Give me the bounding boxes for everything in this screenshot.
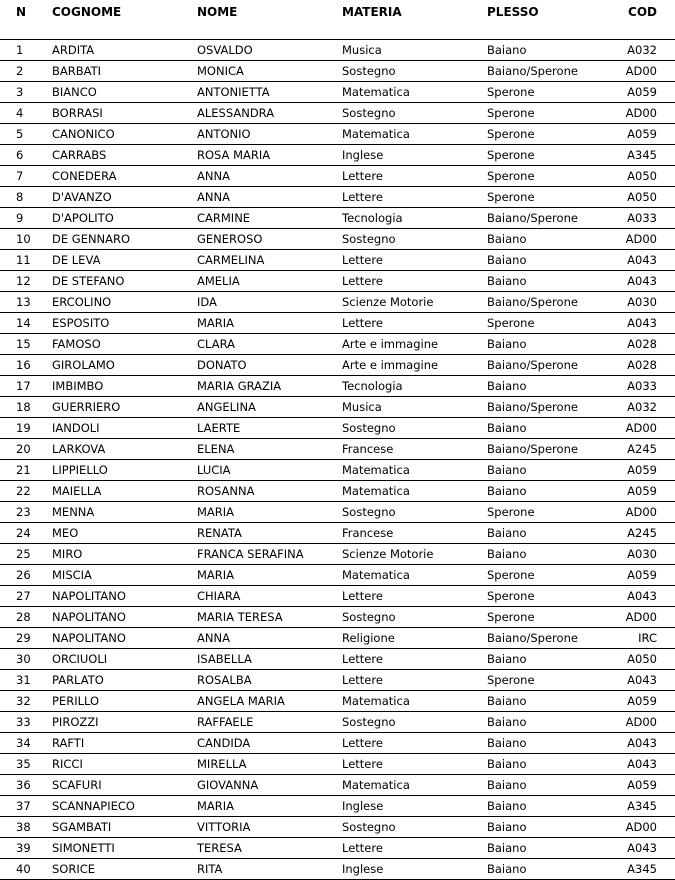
cell-materia: Lettere	[342, 649, 487, 670]
cell-materia: Musica	[342, 397, 487, 418]
cell-materia: Scienze Motorie	[342, 544, 487, 565]
cell-n: 37	[0, 796, 52, 817]
cell-materia: Sostegno	[342, 817, 487, 838]
cell-nome: CANDIDA	[197, 733, 342, 754]
cell-plesso: Baiano/Sperone	[487, 292, 617, 313]
cell-cognome: PERILLO	[52, 691, 197, 712]
cell-plesso: Sperone	[487, 670, 617, 691]
cell-cognome: SCANNAPIECO	[52, 796, 197, 817]
cell-cognome: GIROLAMO	[52, 355, 197, 376]
cell-plesso: Baiano	[487, 817, 617, 838]
cell-nome: DONATO	[197, 355, 342, 376]
cell-nome: ANGELINA	[197, 397, 342, 418]
cell-materia: Arte e immagine	[342, 355, 487, 376]
cell-materia: Religione	[342, 628, 487, 649]
cell-materia: Matematica	[342, 775, 487, 796]
cell-n: 29	[0, 628, 52, 649]
cell-materia: Sostegno	[342, 418, 487, 439]
cell-plesso: Sperone	[487, 124, 617, 145]
cell-materia: Matematica	[342, 82, 487, 103]
table-row	[0, 628, 675, 649]
cell-cognome: SGAMBATI	[52, 817, 197, 838]
cell-cognome: PIROZZI	[52, 712, 197, 733]
table-row	[0, 733, 675, 754]
table-row	[0, 313, 675, 334]
cell-nome: MARIA	[197, 313, 342, 334]
cell-plesso: Baiano	[487, 418, 617, 439]
cell-nome: ISABELLA	[197, 649, 342, 670]
cell-nome: LAERTE	[197, 418, 342, 439]
table-row	[0, 418, 675, 439]
cell-materia: Lettere	[342, 271, 487, 292]
cell-materia: Matematica	[342, 460, 487, 481]
table-row	[0, 565, 675, 586]
cell-materia: Scienze Motorie	[342, 292, 487, 313]
cell-n: 15	[0, 334, 52, 355]
cell-cognome: GUERRIERO	[52, 397, 197, 418]
cell-plesso: Baiano/Sperone	[487, 397, 617, 418]
cell-nome: MARIA	[197, 796, 342, 817]
cell-nome: FRANCA SERAFINA	[197, 544, 342, 565]
cell-nome: AMELIA	[197, 271, 342, 292]
cell-n: 39	[0, 838, 52, 859]
cell-cognome: CARRABS	[52, 145, 197, 166]
table-row	[0, 334, 675, 355]
cell-materia: Sostegno	[342, 103, 487, 124]
cell-cod: AD00	[617, 229, 675, 250]
cell-n: 18	[0, 397, 52, 418]
header-nome: NOME	[197, 5, 238, 19]
cell-cod: A043	[617, 754, 675, 775]
table-row	[0, 61, 675, 82]
cell-cod: A043	[617, 250, 675, 271]
cell-cod: IRC	[617, 628, 675, 649]
cell-plesso: Sperone	[487, 145, 617, 166]
cell-n: 32	[0, 691, 52, 712]
table-row	[0, 586, 675, 607]
cell-plesso: Baiano	[487, 649, 617, 670]
cell-nome: ROSA MARIA	[197, 145, 342, 166]
cell-plesso: Baiano	[487, 460, 617, 481]
cell-cod: A345	[617, 145, 675, 166]
cell-materia: Lettere	[342, 250, 487, 271]
cell-nome: GENEROSO	[197, 229, 342, 250]
cell-n: 36	[0, 775, 52, 796]
cell-cod: A043	[617, 586, 675, 607]
cell-plesso: Sperone	[487, 166, 617, 187]
cell-cod: A043	[617, 733, 675, 754]
cell-cod: A059	[617, 481, 675, 502]
cell-n: 16	[0, 355, 52, 376]
cell-cod: A059	[617, 565, 675, 586]
cell-cod: A030	[617, 292, 675, 313]
table-row	[0, 271, 675, 292]
cell-nome: RENATA	[197, 523, 342, 544]
cell-n: 34	[0, 733, 52, 754]
cell-materia: Francese	[342, 523, 487, 544]
table-row	[0, 502, 675, 523]
cell-materia: Lettere	[342, 754, 487, 775]
cell-plesso: Baiano/Sperone	[487, 355, 617, 376]
cell-plesso: Baiano	[487, 40, 617, 61]
cell-plesso: Sperone	[487, 565, 617, 586]
cell-materia: Tecnologia	[342, 208, 487, 229]
table-row	[0, 523, 675, 544]
cell-n: 17	[0, 376, 52, 397]
cell-plesso: Baiano	[487, 859, 617, 880]
cell-nome: ROSANNA	[197, 481, 342, 502]
cell-materia: Lettere	[342, 187, 487, 208]
cell-n: 27	[0, 586, 52, 607]
table-row	[0, 40, 675, 61]
cell-cod: AD00	[617, 712, 675, 733]
cell-nome: GIOVANNA	[197, 775, 342, 796]
cell-n: 1	[0, 40, 52, 61]
cell-n: 31	[0, 670, 52, 691]
cell-cognome: D'AVANZO	[52, 187, 197, 208]
cell-nome: CHIARA	[197, 586, 342, 607]
cell-plesso: Baiano	[487, 334, 617, 355]
cell-plesso: Baiano/Sperone	[487, 628, 617, 649]
cell-n: 40	[0, 859, 52, 880]
cell-cognome: FAMOSO	[52, 334, 197, 355]
cell-nome: CLARA	[197, 334, 342, 355]
cell-nome: LUCIA	[197, 460, 342, 481]
cell-plesso: Sperone	[487, 586, 617, 607]
cell-plesso: Baiano/Sperone	[487, 208, 617, 229]
cell-cod: A033	[617, 208, 675, 229]
table-row	[0, 859, 675, 880]
cell-plesso: Baiano	[487, 376, 617, 397]
cell-cod: A043	[617, 271, 675, 292]
table-row	[0, 439, 675, 460]
cell-materia: Musica	[342, 40, 487, 61]
table-row	[0, 187, 675, 208]
cell-materia: Lettere	[342, 166, 487, 187]
table-row	[0, 817, 675, 838]
cell-n: 9	[0, 208, 52, 229]
cell-nome: ROSALBA	[197, 670, 342, 691]
cell-materia: Matematica	[342, 481, 487, 502]
table-row	[0, 775, 675, 796]
cell-plesso: Baiano	[487, 271, 617, 292]
cell-cod: A245	[617, 439, 675, 460]
table-row	[0, 82, 675, 103]
cell-nome: RITA	[197, 859, 342, 880]
cell-cod: A050	[617, 187, 675, 208]
table-row	[0, 166, 675, 187]
cell-plesso: Baiano	[487, 481, 617, 502]
table-row	[0, 208, 675, 229]
cell-cognome: MIRO	[52, 544, 197, 565]
cell-materia: Lettere	[342, 670, 487, 691]
cell-materia: Tecnologia	[342, 376, 487, 397]
table-body	[0, 24, 675, 880]
cell-cod: A059	[617, 460, 675, 481]
cell-cognome: CANONICO	[52, 124, 197, 145]
cell-nome: ANTONIETTA	[197, 82, 342, 103]
cell-nome: ANGELA MARIA	[197, 691, 342, 712]
table-row	[0, 229, 675, 250]
cell-cognome: SIMONETTI	[52, 838, 197, 859]
cell-cod: A059	[617, 775, 675, 796]
cell-nome: ANNA	[197, 166, 342, 187]
cell-cod: AD00	[617, 418, 675, 439]
cell-cod: A030	[617, 544, 675, 565]
table-row	[0, 376, 675, 397]
cell-n: 23	[0, 502, 52, 523]
cell-materia: Inglese	[342, 145, 487, 166]
header-cod: COD	[628, 5, 657, 19]
cell-cod: A043	[617, 313, 675, 334]
header-cognome: COGNOME	[52, 5, 122, 19]
cell-cognome: PARLATO	[52, 670, 197, 691]
cell-n: 4	[0, 103, 52, 124]
table-row	[0, 292, 675, 313]
cell-materia: Lettere	[342, 586, 487, 607]
cell-nome: VITTORIA	[197, 817, 342, 838]
cell-cognome: SCAFURI	[52, 775, 197, 796]
cell-cod: AD00	[617, 607, 675, 628]
cell-nome: OSVALDO	[197, 40, 342, 61]
cell-nome: MARIA GRAZIA	[197, 376, 342, 397]
cell-plesso: Baiano	[487, 838, 617, 859]
cell-plesso: Baiano	[487, 250, 617, 271]
table-row	[0, 691, 675, 712]
cell-nome: CARMINE	[197, 208, 342, 229]
cell-n: 20	[0, 439, 52, 460]
cell-n: 3	[0, 82, 52, 103]
cell-nome: RAFFAELE	[197, 712, 342, 733]
cell-plesso: Sperone	[487, 103, 617, 124]
cell-n: 14	[0, 313, 52, 334]
cell-cognome: RICCI	[52, 754, 197, 775]
cell-cognome: IANDOLI	[52, 418, 197, 439]
table-row	[0, 796, 675, 817]
table-row	[0, 145, 675, 166]
cell-nome: TERESA	[197, 838, 342, 859]
cell-cognome: NAPOLITANO	[52, 628, 197, 649]
cell-materia: Matematica	[342, 565, 487, 586]
cell-n: 7	[0, 166, 52, 187]
cell-cod: A043	[617, 838, 675, 859]
cell-materia: Sostegno	[342, 502, 487, 523]
cell-n: 22	[0, 481, 52, 502]
cell-nome: ANTONIO	[197, 124, 342, 145]
cell-cognome: IMBIMBO	[52, 376, 197, 397]
cell-plesso: Baiano	[487, 712, 617, 733]
cell-cod: A043	[617, 670, 675, 691]
cell-cognome: ERCOLINO	[52, 292, 197, 313]
cell-n: 10	[0, 229, 52, 250]
cell-nome: MIRELLA	[197, 754, 342, 775]
cell-plesso: Baiano	[487, 544, 617, 565]
cell-cod: AD00	[617, 502, 675, 523]
cell-n: 26	[0, 565, 52, 586]
cell-n: 24	[0, 523, 52, 544]
cell-cognome: LARKOVA	[52, 439, 197, 460]
header-materia: MATERIA	[342, 5, 402, 19]
cell-n: 28	[0, 607, 52, 628]
cell-plesso: Sperone	[487, 82, 617, 103]
cell-plesso: Sperone	[487, 607, 617, 628]
cell-materia: Sostegno	[342, 712, 487, 733]
spacer-row	[0, 24, 675, 40]
cell-cognome: MENNA	[52, 502, 197, 523]
cell-n: 38	[0, 817, 52, 838]
cell-n: 35	[0, 754, 52, 775]
table-row	[0, 397, 675, 418]
cell-n: 19	[0, 418, 52, 439]
cell-cognome: MEO	[52, 523, 197, 544]
cell-plesso: Baiano	[487, 229, 617, 250]
table-row	[0, 544, 675, 565]
table-row	[0, 754, 675, 775]
cell-cod: A033	[617, 376, 675, 397]
cell-nome: CARMELINA	[197, 250, 342, 271]
cell-cod: A245	[617, 523, 675, 544]
cell-cognome: MAIELLA	[52, 481, 197, 502]
cell-cognome: BIANCO	[52, 82, 197, 103]
cell-cognome: MISCIA	[52, 565, 197, 586]
cell-cod: A028	[617, 355, 675, 376]
table-row	[0, 670, 675, 691]
cell-n: 2	[0, 61, 52, 82]
cell-n: 8	[0, 187, 52, 208]
header-plesso: PLESSO	[487, 5, 539, 19]
cell-n: 33	[0, 712, 52, 733]
cell-materia: Lettere	[342, 313, 487, 334]
cell-cod: A032	[617, 40, 675, 61]
table-row	[0, 460, 675, 481]
cell-cod: AD00	[617, 61, 675, 82]
cell-plesso: Baiano	[487, 796, 617, 817]
cell-n: 6	[0, 145, 52, 166]
cell-nome: MONICA	[197, 61, 342, 82]
cell-n: 13	[0, 292, 52, 313]
cell-plesso: Baiano/Sperone	[487, 61, 617, 82]
cell-materia: Sostegno	[342, 61, 487, 82]
cell-nome: ELENA	[197, 439, 342, 460]
cell-cognome: NAPOLITANO	[52, 586, 197, 607]
cell-plesso: Baiano	[487, 691, 617, 712]
table-row	[0, 712, 675, 733]
cell-cognome: RAFTI	[52, 733, 197, 754]
cell-cognome: ARDITA	[52, 40, 197, 61]
cell-n: 25	[0, 544, 52, 565]
cell-cod: A345	[617, 859, 675, 880]
cell-n: 11	[0, 250, 52, 271]
cell-cod: A059	[617, 124, 675, 145]
cell-cognome: ORCIUOLI	[52, 649, 197, 670]
table-row	[0, 103, 675, 124]
cell-nome: MARIA	[197, 502, 342, 523]
cell-plesso: Baiano	[487, 775, 617, 796]
cell-plesso: Baiano	[487, 733, 617, 754]
cell-cognome: NAPOLITANO	[52, 607, 197, 628]
table-row	[0, 481, 675, 502]
cell-nome: MARIA	[197, 565, 342, 586]
cell-cognome: BORRASI	[52, 103, 197, 124]
cell-nome: ALESSANDRA	[197, 103, 342, 124]
table-row	[0, 607, 675, 628]
cell-cognome: ESPOSITO	[52, 313, 197, 334]
cell-plesso: Baiano	[487, 523, 617, 544]
cell-cod: A050	[617, 166, 675, 187]
cell-materia: Sostegno	[342, 607, 487, 628]
cell-materia: Arte e immagine	[342, 334, 487, 355]
cell-nome: IDA	[197, 292, 342, 313]
cell-cognome: CONEDERA	[52, 166, 197, 187]
cell-cognome: DE STEFANO	[52, 271, 197, 292]
cell-cognome: BARBATI	[52, 61, 197, 82]
cell-cod: A028	[617, 334, 675, 355]
cell-plesso: Baiano	[487, 754, 617, 775]
table-row	[0, 124, 675, 145]
cell-plesso: Sperone	[487, 187, 617, 208]
cell-cod: AD00	[617, 817, 675, 838]
cell-cod: A345	[617, 796, 675, 817]
cell-materia: Francese	[342, 439, 487, 460]
cell-cod: A059	[617, 82, 675, 103]
cell-cod: A032	[617, 397, 675, 418]
cell-cod: A059	[617, 691, 675, 712]
cell-plesso: Sperone	[487, 313, 617, 334]
header-n: N	[16, 5, 27, 19]
table-header	[0, 0, 675, 24]
cell-plesso: Baiano/Sperone	[487, 439, 617, 460]
cell-plesso: Sperone	[487, 502, 617, 523]
cell-cognome: LIPPIELLO	[52, 460, 197, 481]
cell-cod: A050	[617, 649, 675, 670]
cell-materia: Lettere	[342, 838, 487, 859]
cell-cognome: D'APOLITO	[52, 208, 197, 229]
table-row	[0, 649, 675, 670]
cell-cognome: DE LEVA	[52, 250, 197, 271]
cell-materia: Inglese	[342, 796, 487, 817]
cell-nome: ANNA	[197, 187, 342, 208]
cell-materia: Sostegno	[342, 229, 487, 250]
table-row	[0, 355, 675, 376]
cell-nome: MARIA TERESA	[197, 607, 342, 628]
cell-cognome: DE GENNARO	[52, 229, 197, 250]
cell-materia: Inglese	[342, 859, 487, 880]
cell-cod: AD00	[617, 103, 675, 124]
cell-materia: Matematica	[342, 124, 487, 145]
table-row	[0, 250, 675, 271]
cell-n: 12	[0, 271, 52, 292]
cell-nome: ANNA	[197, 628, 342, 649]
cell-cognome: SORICE	[52, 859, 197, 880]
cell-n: 5	[0, 124, 52, 145]
cell-materia: Lettere	[342, 733, 487, 754]
cell-n: 21	[0, 460, 52, 481]
cell-n: 30	[0, 649, 52, 670]
cell-materia: Matematica	[342, 691, 487, 712]
